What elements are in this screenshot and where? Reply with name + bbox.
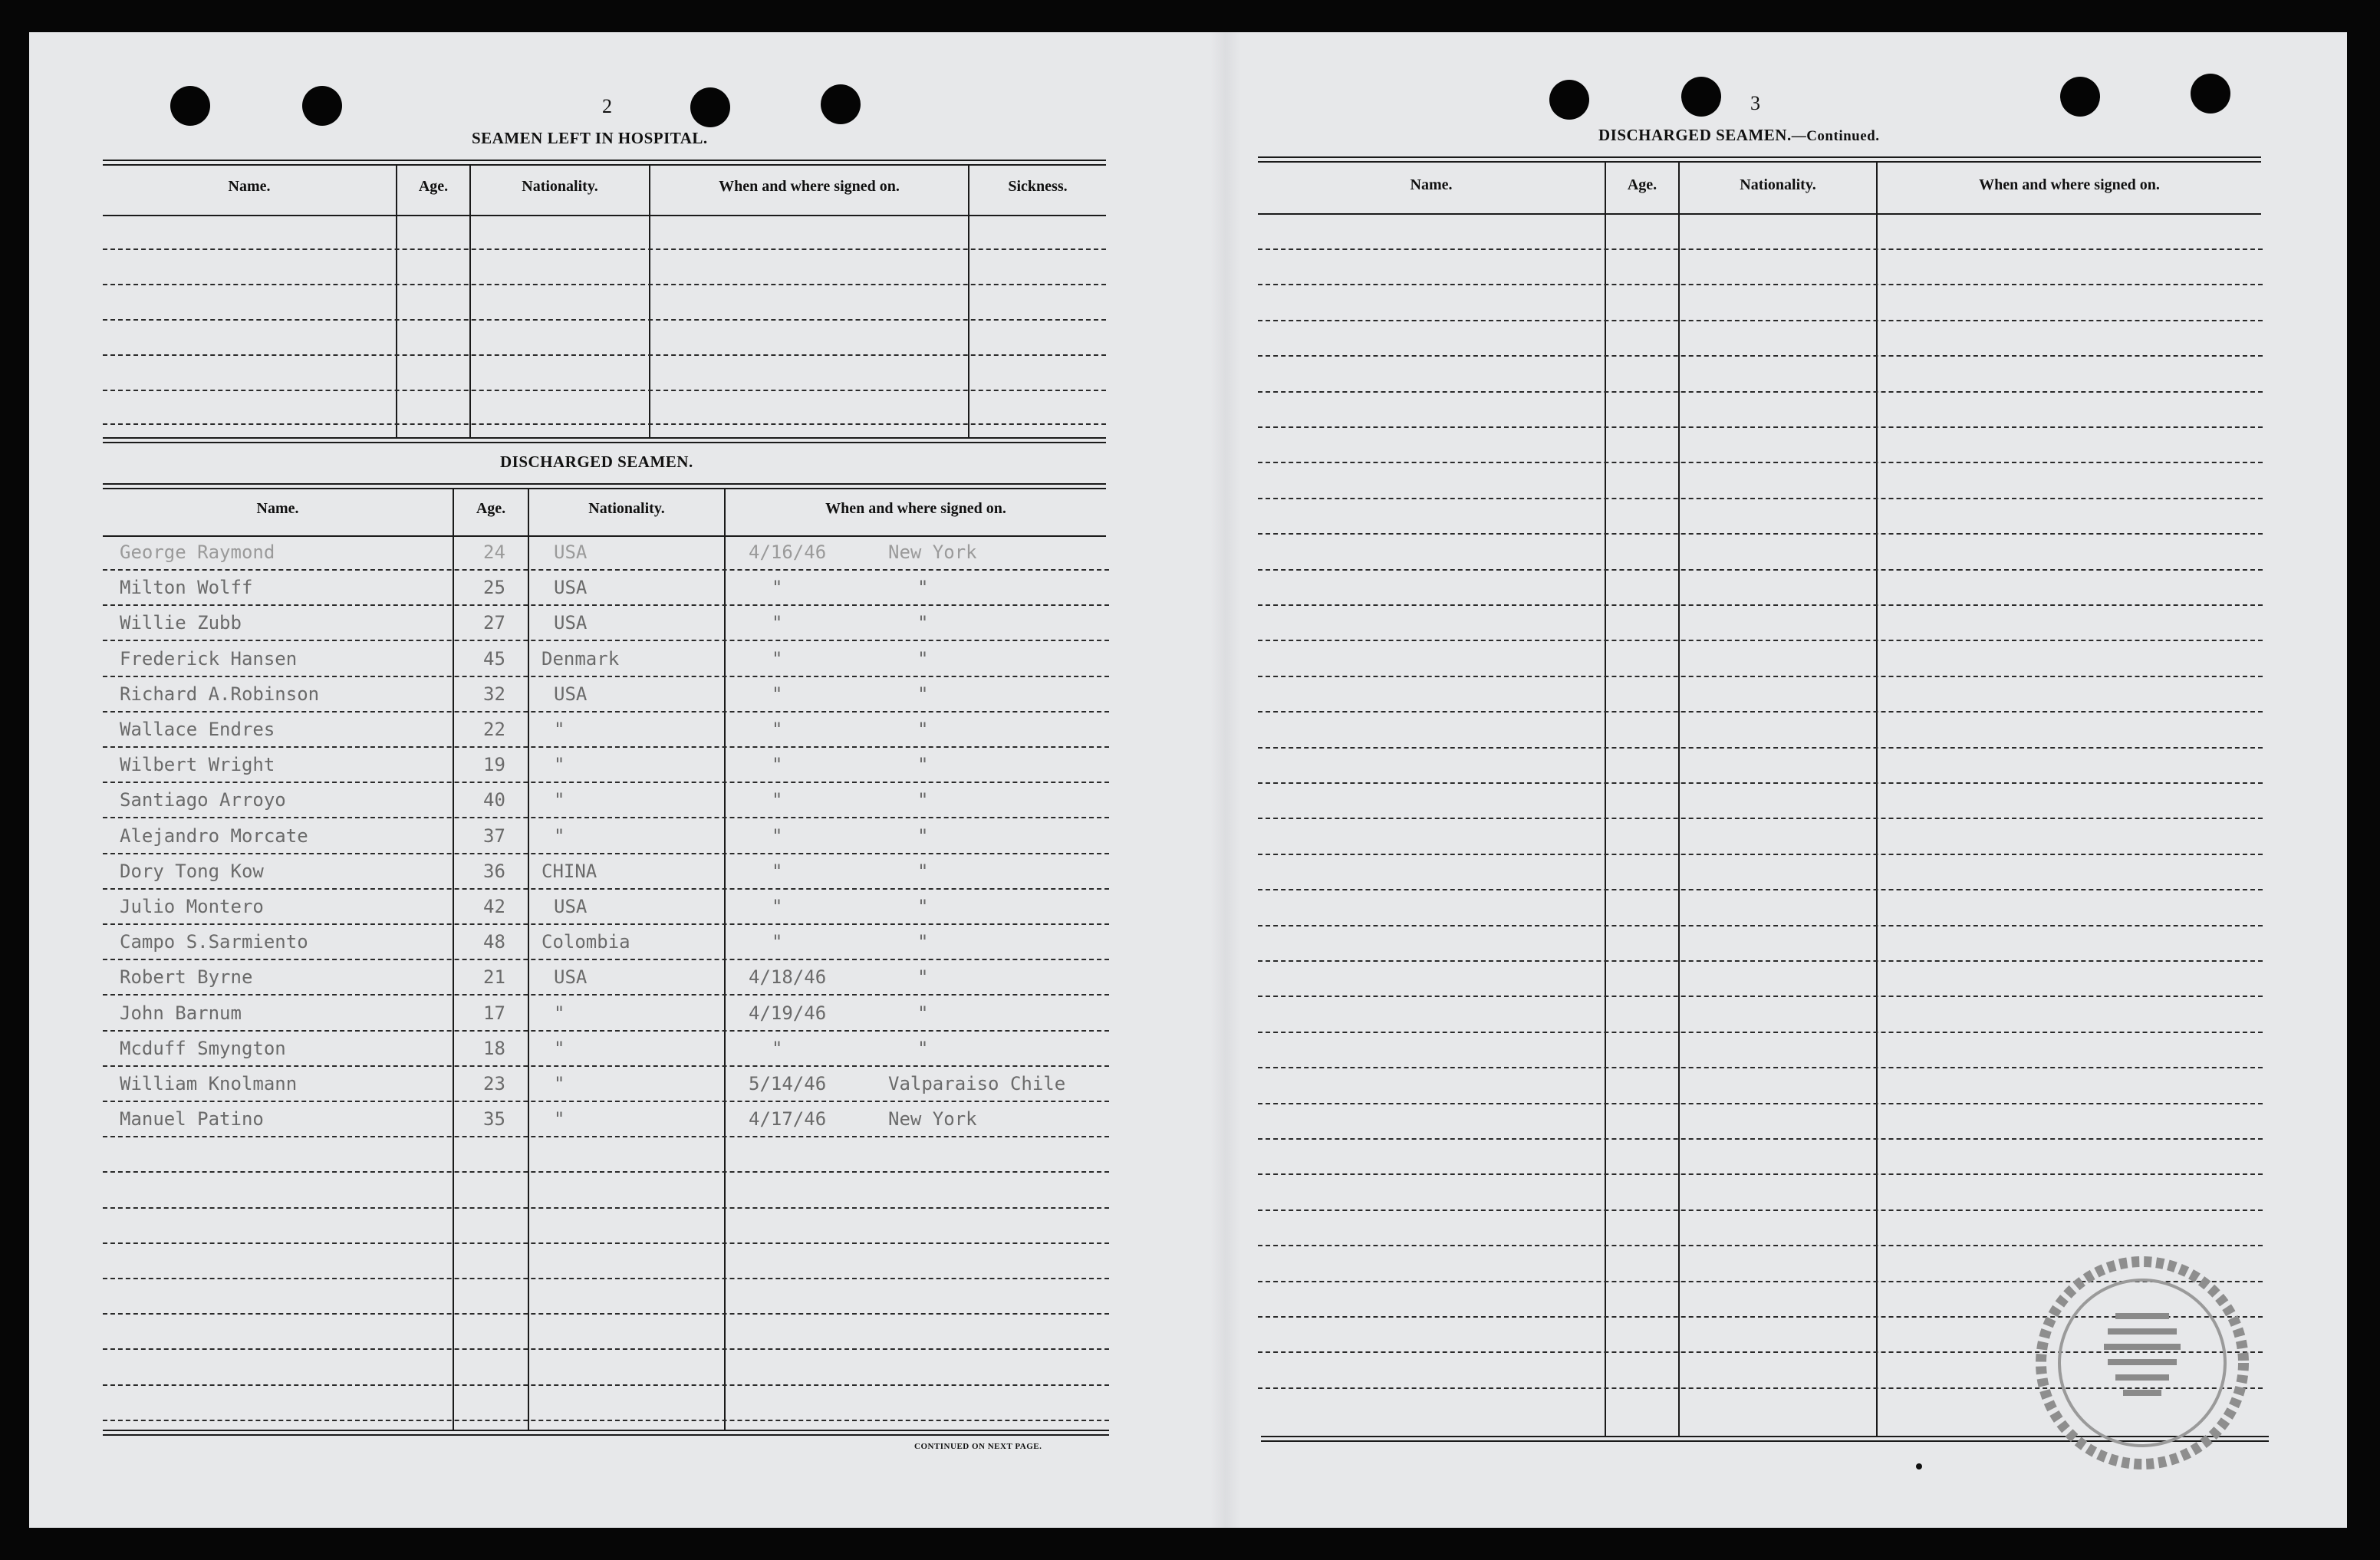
table-rule (103, 483, 1106, 485)
column-divider (396, 164, 397, 437)
signed-on-place: " (917, 754, 929, 775)
signed-on-date: " (772, 825, 783, 847)
row-line (1258, 711, 2263, 713)
signed-on-place: " (917, 1038, 929, 1059)
row-line (103, 746, 1109, 748)
seaman-name: Santiago Arroyo (120, 789, 286, 811)
signed-on-place: " (917, 683, 929, 705)
column-header-name: Name. (228, 178, 271, 195)
column-header-sickness: Sickness. (1008, 178, 1068, 195)
seaman-name: John Barnum (120, 1002, 242, 1024)
punch-hole (170, 86, 210, 126)
row-line (103, 1420, 1109, 1421)
row-line (103, 248, 1106, 250)
seaman-name: Milton Wolff (120, 577, 253, 598)
title-main: DISCHARGED SEAMEN. (1598, 126, 1792, 144)
row-line (1258, 391, 2263, 393)
punch-hole (1549, 80, 1589, 120)
row-line (103, 711, 1109, 713)
column-divider (968, 164, 969, 437)
seaman-age: 24 (483, 541, 505, 563)
punch-hole (821, 84, 861, 124)
row-line (1258, 996, 2263, 997)
row-line (1258, 818, 2263, 819)
row-line (103, 390, 1106, 391)
table-rule (103, 160, 1106, 161)
seaman-nationality: USA (554, 541, 588, 563)
row-line (1258, 498, 2263, 499)
signed-on-place: " (917, 825, 929, 847)
punch-hole (2191, 74, 2230, 114)
seaman-name: William Knolmann (120, 1073, 298, 1094)
row-line (103, 284, 1106, 285)
punch-hole (690, 87, 730, 127)
seaman-nationality: " (554, 719, 565, 740)
signed-on-place: " (917, 861, 929, 882)
seaman-name: Wilbert Wright (120, 754, 275, 775)
signed-on-date: " (772, 648, 783, 670)
column-header-name: Name. (1410, 176, 1453, 193)
seaman-age: 23 (483, 1073, 505, 1094)
row-line (1258, 640, 2263, 641)
column-header-signed-on: When and where signed on. (825, 500, 1006, 517)
column-divider (469, 164, 471, 437)
seaman-nationality: CHINA (542, 861, 597, 882)
seaman-age: 36 (483, 861, 505, 882)
row-line (103, 604, 1109, 606)
table-rule (103, 1430, 1109, 1431)
signed-on-date: " (772, 931, 783, 953)
seaman-age: 42 (483, 896, 505, 917)
signed-on-place: " (917, 577, 929, 598)
row-line (1258, 854, 2263, 855)
seaman-nationality: " (554, 789, 565, 811)
row-line (103, 994, 1109, 996)
signed-on-date: 4/19/46 (749, 1002, 827, 1024)
column-header-age: Age. (418, 178, 449, 195)
seaman-age: 40 (483, 789, 505, 811)
row-line (1258, 533, 2263, 535)
signed-on-date: 5/14/46 (749, 1073, 827, 1094)
ink-dot (1916, 1463, 1922, 1469)
row-line (103, 1278, 1109, 1279)
seaman-nationality: " (554, 1108, 565, 1130)
row-line (103, 1384, 1109, 1386)
row-line (103, 423, 1106, 425)
signed-on-date: 4/17/46 (749, 1108, 827, 1130)
row-line (103, 1101, 1109, 1102)
row-line (103, 1030, 1109, 1032)
row-line (1258, 569, 2263, 571)
page-fold (1210, 32, 1241, 1528)
row-line (1258, 1138, 2263, 1140)
table-rule (1258, 213, 2261, 215)
column-header-age: Age. (1627, 176, 1657, 193)
row-line (103, 888, 1109, 890)
column-header-nationality: Nationality. (522, 178, 598, 195)
signed-on-place: " (917, 931, 929, 953)
row-line (103, 782, 1109, 783)
row-line (1258, 355, 2263, 357)
row-line (1258, 747, 2263, 749)
signed-on-date: " (772, 719, 783, 740)
table-rule (103, 535, 1106, 537)
signed-on-date: " (772, 683, 783, 705)
row-line (103, 923, 1109, 925)
table-rule (103, 437, 1106, 439)
row-line (1258, 462, 2263, 463)
discharged-continued-title (1598, 126, 1879, 145)
seaman-age: 27 (483, 612, 505, 634)
signed-on-place: " (917, 966, 929, 988)
seaman-nationality: USA (554, 577, 588, 598)
row-line (103, 1171, 1109, 1173)
signed-on-date: " (772, 789, 783, 811)
seaman-name: George Raymond (120, 541, 275, 563)
seaman-name: Campo S.Sarmiento (120, 931, 308, 953)
row-line (1258, 960, 2263, 962)
seaman-nationality: " (554, 825, 565, 847)
punch-hole (1681, 77, 1721, 117)
document-sheet (29, 32, 2347, 1528)
seaman-nationality: USA (554, 612, 588, 634)
seaman-age: 19 (483, 754, 505, 775)
seaman-age: 48 (483, 931, 505, 953)
signed-on-place: " (917, 612, 929, 634)
table-rule (1258, 156, 2261, 158)
row-line (103, 319, 1106, 321)
seaman-name: Alejandro Morcate (120, 825, 308, 847)
seaman-name: Julio Montero (120, 896, 264, 917)
row-line (103, 1313, 1109, 1315)
seaman-name: Richard A.Robinson (120, 683, 320, 705)
seaman-age: 32 (483, 683, 505, 705)
signed-on-date: " (772, 896, 783, 917)
signed-on-place: " (917, 648, 929, 670)
seaman-nationality: USA (554, 896, 588, 917)
signed-on-date: 4/16/46 (749, 541, 827, 563)
seaman-age: 22 (483, 719, 505, 740)
signed-on-place: " (917, 719, 929, 740)
table-rule (103, 442, 1106, 443)
column-header-nationality: Nationality. (1740, 176, 1816, 193)
signed-on-place: Valparaiso Chile (888, 1073, 1066, 1094)
row-line (1258, 676, 2263, 677)
seaman-nationality: USA (554, 683, 588, 705)
row-line (103, 1065, 1109, 1067)
signed-on-place: New York (888, 1108, 977, 1130)
seaman-nationality: " (554, 1002, 565, 1024)
row-line (1258, 889, 2263, 890)
seaman-age: 21 (483, 966, 505, 988)
row-line (103, 1348, 1109, 1350)
row-line (1258, 604, 2263, 606)
signed-on-date: 4/18/46 (749, 966, 827, 988)
row-line (1258, 1173, 2263, 1175)
seaman-nationality: Denmark (542, 648, 620, 670)
row-line (103, 676, 1109, 677)
seaman-age: 17 (483, 1002, 505, 1024)
row-line (103, 640, 1109, 641)
punch-hole (2060, 77, 2100, 117)
seaman-nationality: USA (554, 966, 588, 988)
table-rule (1258, 161, 2261, 163)
punch-hole (302, 86, 342, 126)
column-header-age: Age. (476, 500, 506, 517)
seaman-name: Frederick Hansen (120, 648, 298, 670)
signed-on-place: " (917, 896, 929, 917)
seaman-name: Mcduff Smyngton (120, 1038, 286, 1059)
row-line (103, 1207, 1109, 1209)
row-line (1258, 1103, 2263, 1104)
page-number-right: 3 (1750, 92, 1760, 114)
discharged-section-title: DISCHARGED SEAMEN. (500, 453, 693, 471)
row-line (1258, 320, 2263, 321)
row-line (103, 354, 1106, 356)
table-rule (103, 1434, 1109, 1436)
row-line (103, 853, 1109, 854)
table-rule (103, 215, 1106, 216)
row-line (103, 817, 1109, 818)
seaman-nationality: Colombia (542, 931, 630, 953)
row-line (1258, 1067, 2263, 1068)
column-header-signed-on: When and where signed on. (1979, 176, 2160, 193)
signed-on-date: " (772, 861, 783, 882)
row-line (1258, 284, 2263, 285)
signed-on-date: " (772, 612, 783, 634)
seaman-age: 37 (483, 825, 505, 847)
title-suffix: —Continued. (1791, 128, 1880, 144)
row-line (103, 1136, 1109, 1137)
seaman-nationality: " (554, 1073, 565, 1094)
signed-on-date: " (772, 1038, 783, 1059)
table-rule (103, 488, 1106, 489)
row-line (1258, 782, 2263, 784)
seaman-nationality: " (554, 1038, 565, 1059)
page-number-left: 2 (602, 95, 612, 117)
seaman-name: Manuel Patino (120, 1108, 264, 1130)
signed-on-date: " (772, 577, 783, 598)
signed-on-place: " (917, 1002, 929, 1024)
ink-stamp (2031, 1252, 2253, 1474)
table-rule (103, 164, 1106, 166)
column-divider (649, 164, 650, 437)
seaman-nationality: " (554, 754, 565, 775)
row-line (103, 959, 1109, 960)
hospital-section-title: SEAMEN LEFT IN HOSPITAL. (472, 129, 708, 147)
seaman-name: Dory Tong Kow (120, 861, 264, 882)
row-line (103, 569, 1109, 571)
seaman-name: Wallace Endres (120, 719, 275, 740)
row-line (1258, 1032, 2263, 1033)
seaman-name: Robert Byrne (120, 966, 253, 988)
row-line (1258, 248, 2263, 250)
signed-on-place: New York (888, 541, 977, 563)
signed-on-date: " (772, 754, 783, 775)
column-header-signed-on: When and where signed on. (719, 178, 900, 195)
row-line (1258, 426, 2263, 428)
row-line (1258, 1245, 2263, 1246)
row-line (1258, 925, 2263, 926)
column-header-name: Name. (256, 500, 299, 517)
row-line (1258, 1209, 2263, 1211)
seaman-name: Willie Zubb (120, 612, 242, 634)
row-line (103, 1242, 1109, 1244)
signed-on-place: " (917, 789, 929, 811)
seaman-age: 18 (483, 1038, 505, 1059)
continued-note: CONTINUED ON NEXT PAGE. (914, 1442, 1042, 1451)
seaman-age: 25 (483, 577, 505, 598)
seaman-age: 45 (483, 648, 505, 670)
seaman-age: 35 (483, 1108, 505, 1130)
column-header-nationality: Nationality. (588, 500, 665, 517)
